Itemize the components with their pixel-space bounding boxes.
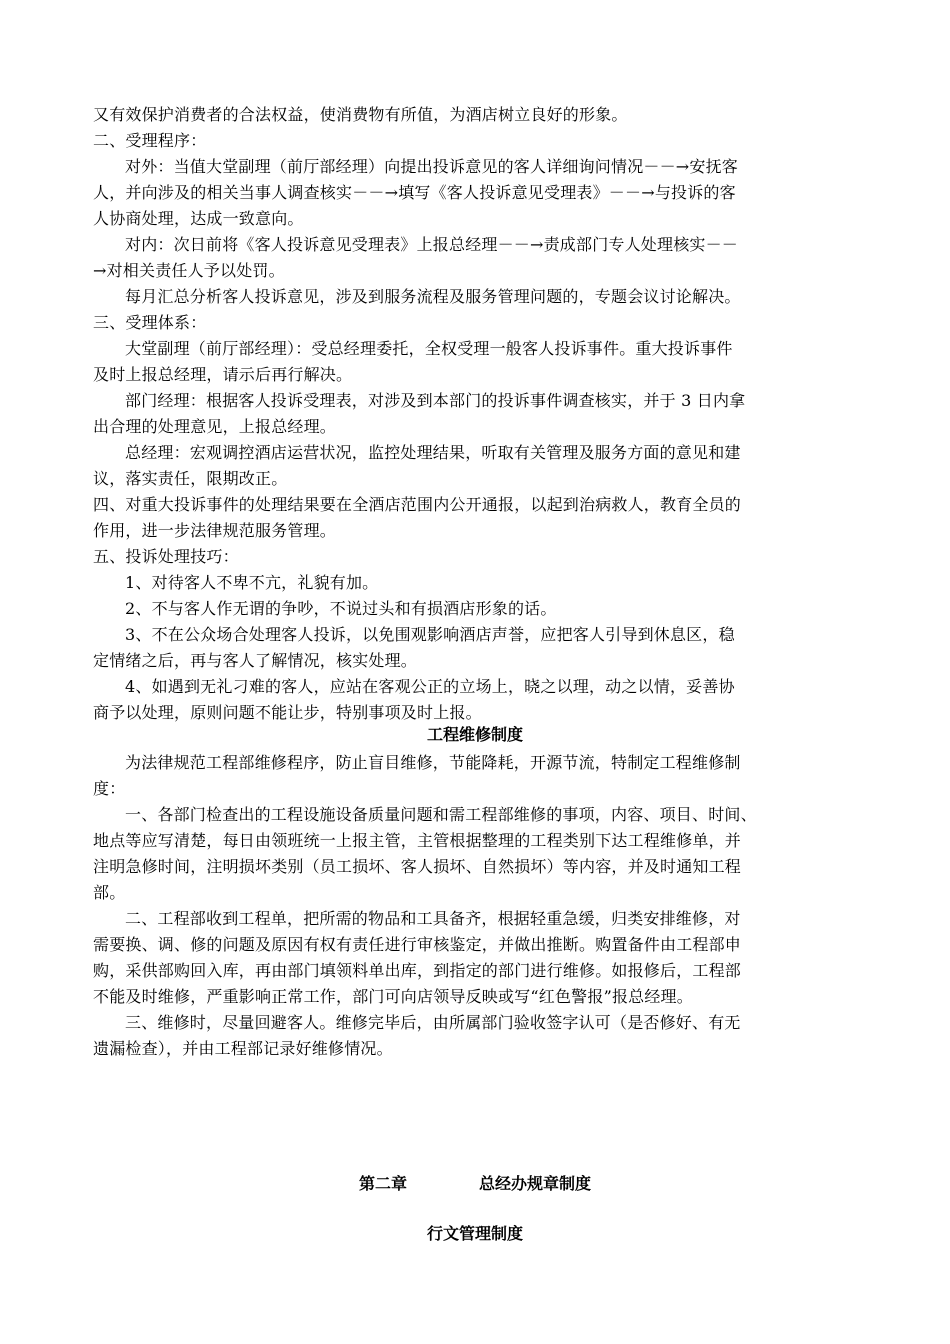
engineering-repair-section xyxy=(93,750,859,1062)
text-line: 三、受理体系： xyxy=(93,313,207,332)
text-line: 对内：次日前将《客人投诉意见受理表》上报总经理－－→责成部门专人处理核实－－ xyxy=(125,235,739,254)
chapter-number: 第二章 xyxy=(358,1174,407,1193)
section-title-document-management: 行文管理制度 xyxy=(426,1224,523,1243)
text-line: 五、投诉处理技巧： xyxy=(93,547,239,566)
text-line: 对外：当值大堂副理（前厅部经理）向提出投诉意见的客人详细询问情况－－→安抚客 xyxy=(125,157,739,176)
text-line: 每月汇总分析客人投诉意见，涉及到服务流程及服务管理问题的，专题会议讨论解决。 xyxy=(125,287,741,306)
text-line: 人，并向涉及的相关当事人调查核实－－→填写《客人投诉意见受理表》－－→与投诉的客 xyxy=(93,183,736,202)
text-line: 又有效保护消费者的合法权益，使消费物有所值，为酒店树立良好的形象。 xyxy=(93,105,628,124)
text-line: 人协商处理，达成一致意向。 xyxy=(93,209,304,228)
text-line: 商予以处理，原则问题不能让步，特别事项及时上报。 xyxy=(93,703,482,722)
section-title-engineering-repair: 工程维修制度 xyxy=(426,725,523,744)
text-line: 为法律规范工程部维修程序，防止盲目维修，节能降耗，开源节流，特制定工程维修制 xyxy=(125,753,741,772)
text-line: 需要换、调、修的问题及原因有权有责任进行审核鉴定，并做出推断。购置备件由工程部申 xyxy=(93,935,742,954)
text-line: 购，采供部购回入库，再由部门填领料单出库，到指定的部门进行维修。如报修后，工程部 xyxy=(93,961,742,980)
text-line: 4、如遇到无礼刁难的客人，应站在客观公正的立场上，晓之以理，动之以情，妥善协 xyxy=(125,677,735,696)
text-line: 三、维修时，尽量回避客人。维修完毕后，由所属部门验收签字认可（是否修好、有无 xyxy=(125,1013,741,1032)
text-line: →对相关责任人予以处罚。 xyxy=(93,261,285,280)
text-line: 部。 xyxy=(93,883,126,902)
text-line: 一、各部门检查出的工程设施设备质量问题和需工程部维修的事项，内容、项目、时间、 xyxy=(125,805,757,824)
text-line: 部门经理：根据客人投诉受理表，对涉及到本部门的投诉事件调查核实，并于 3 日内拿 xyxy=(125,391,746,410)
text-line: 注明急修时间，注明损坏类别（员工损坏、客人损坏、自然损坏）等内容，并及时通知工程 xyxy=(93,857,742,876)
text-line: 出合理的处理意见，上报总经理。 xyxy=(93,417,337,436)
text-line: 定情绪之后，再与客人了解情况，核实处理。 xyxy=(93,651,418,670)
text-line: 度： xyxy=(93,779,126,798)
text-line: 二、受理程序： xyxy=(93,131,207,150)
text-line: 总经理：宏观调控酒店运营状况，监控处理结果，听取有关管理及服务方面的意见和建 xyxy=(125,443,741,462)
text-line: 议，落实责任，限期改正。 xyxy=(93,469,288,488)
complaint-handling-section xyxy=(93,102,859,726)
text-line: 二、工程部收到工程单，把所需的物品和工具备齐，根据轻重急缓，归类安排维修，对 xyxy=(125,909,741,928)
text-line: 地点等应写清楚，每日由领班统一上报主管，主管根据整理的工程类别下达工程维修单，并 xyxy=(93,831,742,850)
text-line: 不能及时维修，严重影响正常工作，部门可向店领导反映或写“红色警报”报总经理。 xyxy=(93,987,693,1006)
text-line: 3、不在公众场合处理客人投诉，以免围观影响酒店声誉，应把客人引导到休息区，稳 xyxy=(125,625,735,644)
text-line: 作用，进一步法律规范服务管理。 xyxy=(93,521,337,540)
text-line: 四、对重大投诉事件的处理结果要在全酒店范围内公开通报，以起到治病救人，教育全员的 xyxy=(93,495,742,514)
text-line: 及时上报总经理，请示后再行解决。 xyxy=(93,365,353,384)
text-line: 遗漏检查），并由工程部记录好维修情况。 xyxy=(93,1039,393,1058)
chapter-heading xyxy=(0,1171,950,1197)
chapter-title: 总经办规章制度 xyxy=(479,1174,592,1193)
text-line: 大堂副理（前厅部经理）：受总经理委托，全权受理一般客人投诉事件。重大投诉事件 xyxy=(125,339,733,358)
text-line: 2、不与客人作无谓的争吵，不说过头和有损酒店形象的话。 xyxy=(125,599,557,618)
text-line: 1、对待客人不卑不亢，礼貌有加。 xyxy=(125,573,379,592)
